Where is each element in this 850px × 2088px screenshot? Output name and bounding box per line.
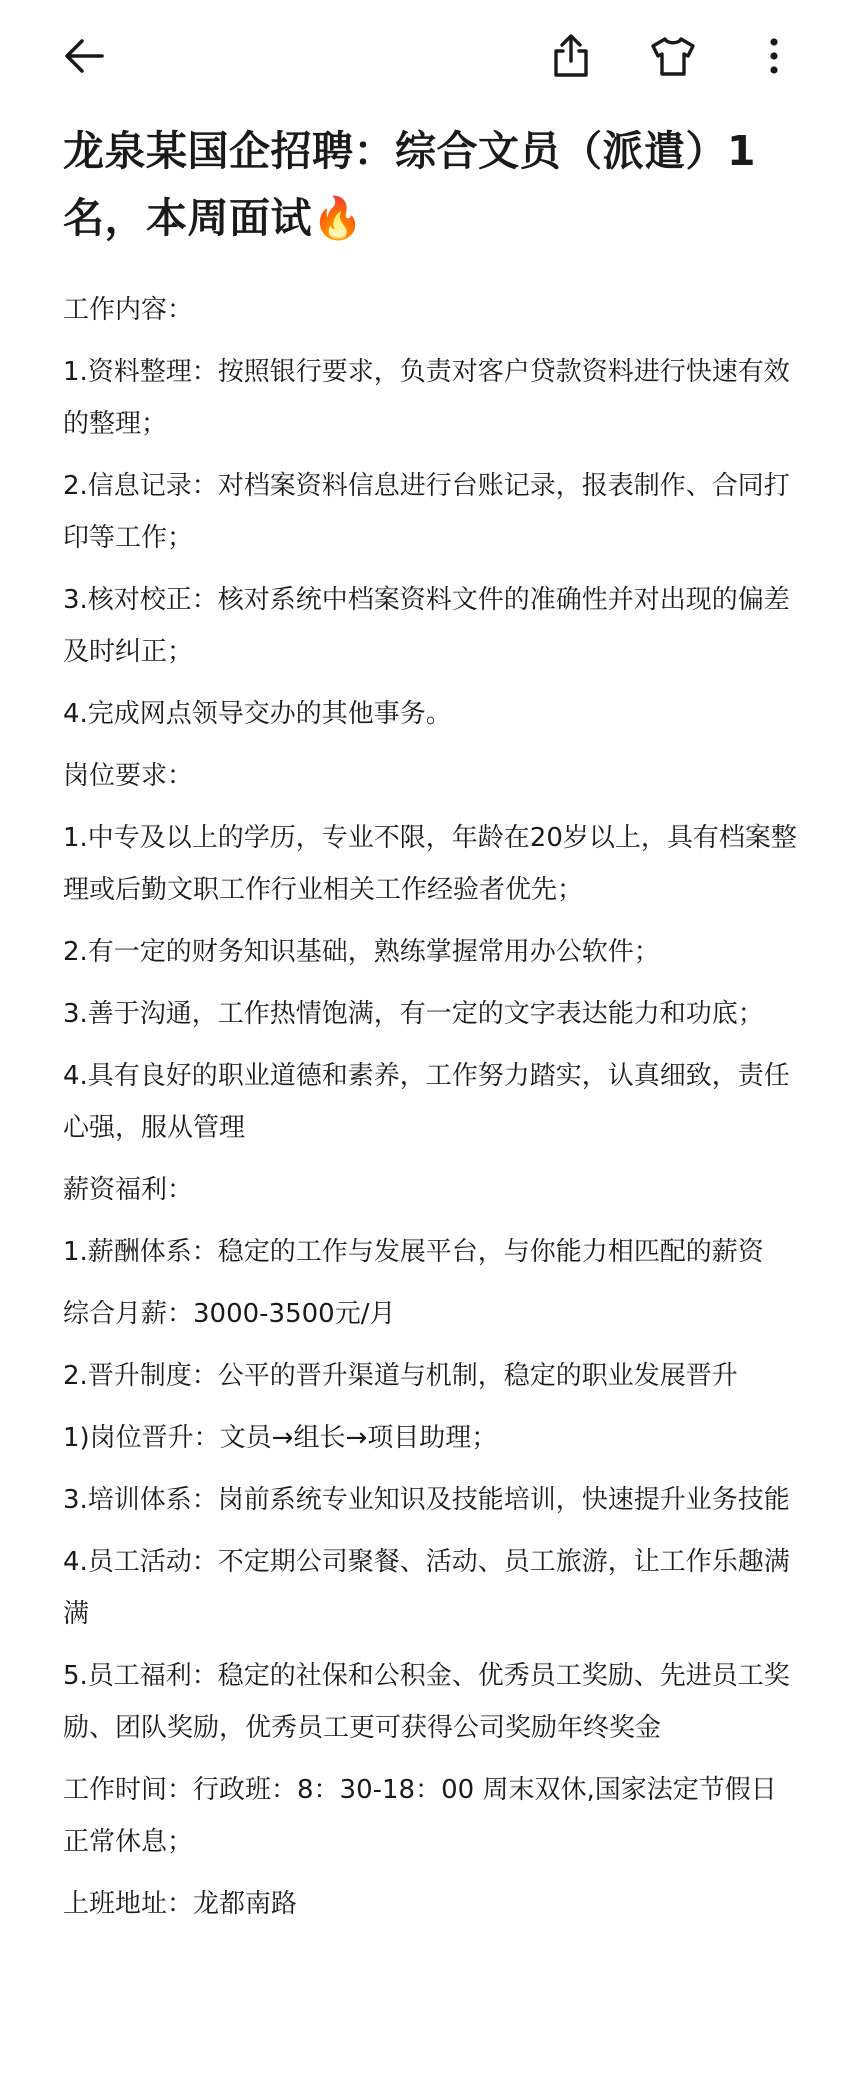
- work-address: 上班地址：龙都南路: [63, 1889, 298, 1919]
- salary-line: 综合月薪：3000-3500元/月: [63, 1299, 396, 1329]
- share-button[interactable]: [535, 20, 607, 92]
- more-vertical-icon: [767, 36, 781, 76]
- more-button[interactable]: [738, 20, 810, 92]
- t-shirt-button[interactable]: [637, 20, 709, 92]
- work-hours: 工作时间：行政班：8：30-18：00 周末双休,国家法定节假日正常休息；: [63, 1775, 777, 1857]
- requirement-item-1: 1.中专及以上的学历，专业不限，年龄在20岁以上，具有档案整理或后勤文职工作行业相关工作经验者优先；: [63, 823, 797, 905]
- job-content-item-4: 4.完成网点领导交办的其他事务。: [63, 699, 452, 729]
- requirement-item-3: 3.善于沟通，工作热情饱满，有一定的文字表达能力和功底；: [63, 999, 764, 1029]
- benefit-item-1: 1.薪酬体系：稳定的工作与发展平台，与你能力相匹配的薪资: [63, 1237, 764, 1267]
- arrow-left-icon: [62, 36, 106, 76]
- promotion-path: 1)岗位晋升：文员→组长→项目助理；: [63, 1423, 498, 1453]
- share-icon: [551, 33, 591, 79]
- benefit-item-3: 3.培训体系：岗前系统专业知识及技能培训，快速提升业务技能: [63, 1485, 790, 1515]
- section-heading-job-content: 工作内容：: [63, 295, 194, 325]
- back-button[interactable]: [48, 20, 120, 92]
- post-body: [63, 284, 798, 1940]
- post-title: 龙泉某国企招聘：综合文员（派遣）1名，本周面试🔥: [63, 127, 757, 242]
- job-content-item-2: 2.信息记录：对档案资料信息进行台账记录，报表制作、合同打印等工作；: [63, 471, 790, 553]
- job-content-item-3: 3.核对校正：核对系统中档案资料文件的准确性并对出现的偏差及时纠正；: [63, 585, 790, 667]
- section-heading-benefits: 薪资福利：: [63, 1175, 194, 1205]
- job-content-item-1: 1.资料整理：按照银行要求，负责对客户贷款资料进行快速有效的整理；: [63, 357, 790, 439]
- benefit-item-5: 5.员工福利：稳定的社保和公积金、优秀员工奖励、先进员工奖励、团队奖励，优秀员工更可获得公司奖励年终奖金: [63, 1661, 790, 1743]
- requirement-item-4: 4.具有良好的职业道德和素养，工作努力踏实，认真细致，责任心强，服从管理: [63, 1061, 790, 1143]
- t-shirt-icon: [649, 35, 697, 77]
- section-heading-requirements: 岗位要求：: [63, 761, 194, 791]
- top-toolbar: [0, 0, 850, 112]
- benefit-item-2: 2.晋升制度：公平的晋升渠道与机制，稳定的职业发展晋升: [63, 1361, 738, 1391]
- benefit-item-4: 4.员工活动：不定期公司聚餐、活动、员工旅游，让工作乐趣满满: [63, 1547, 790, 1629]
- requirement-item-2: 2.有一定的财务知识基础，熟练掌握常用办公软件；: [63, 937, 660, 967]
